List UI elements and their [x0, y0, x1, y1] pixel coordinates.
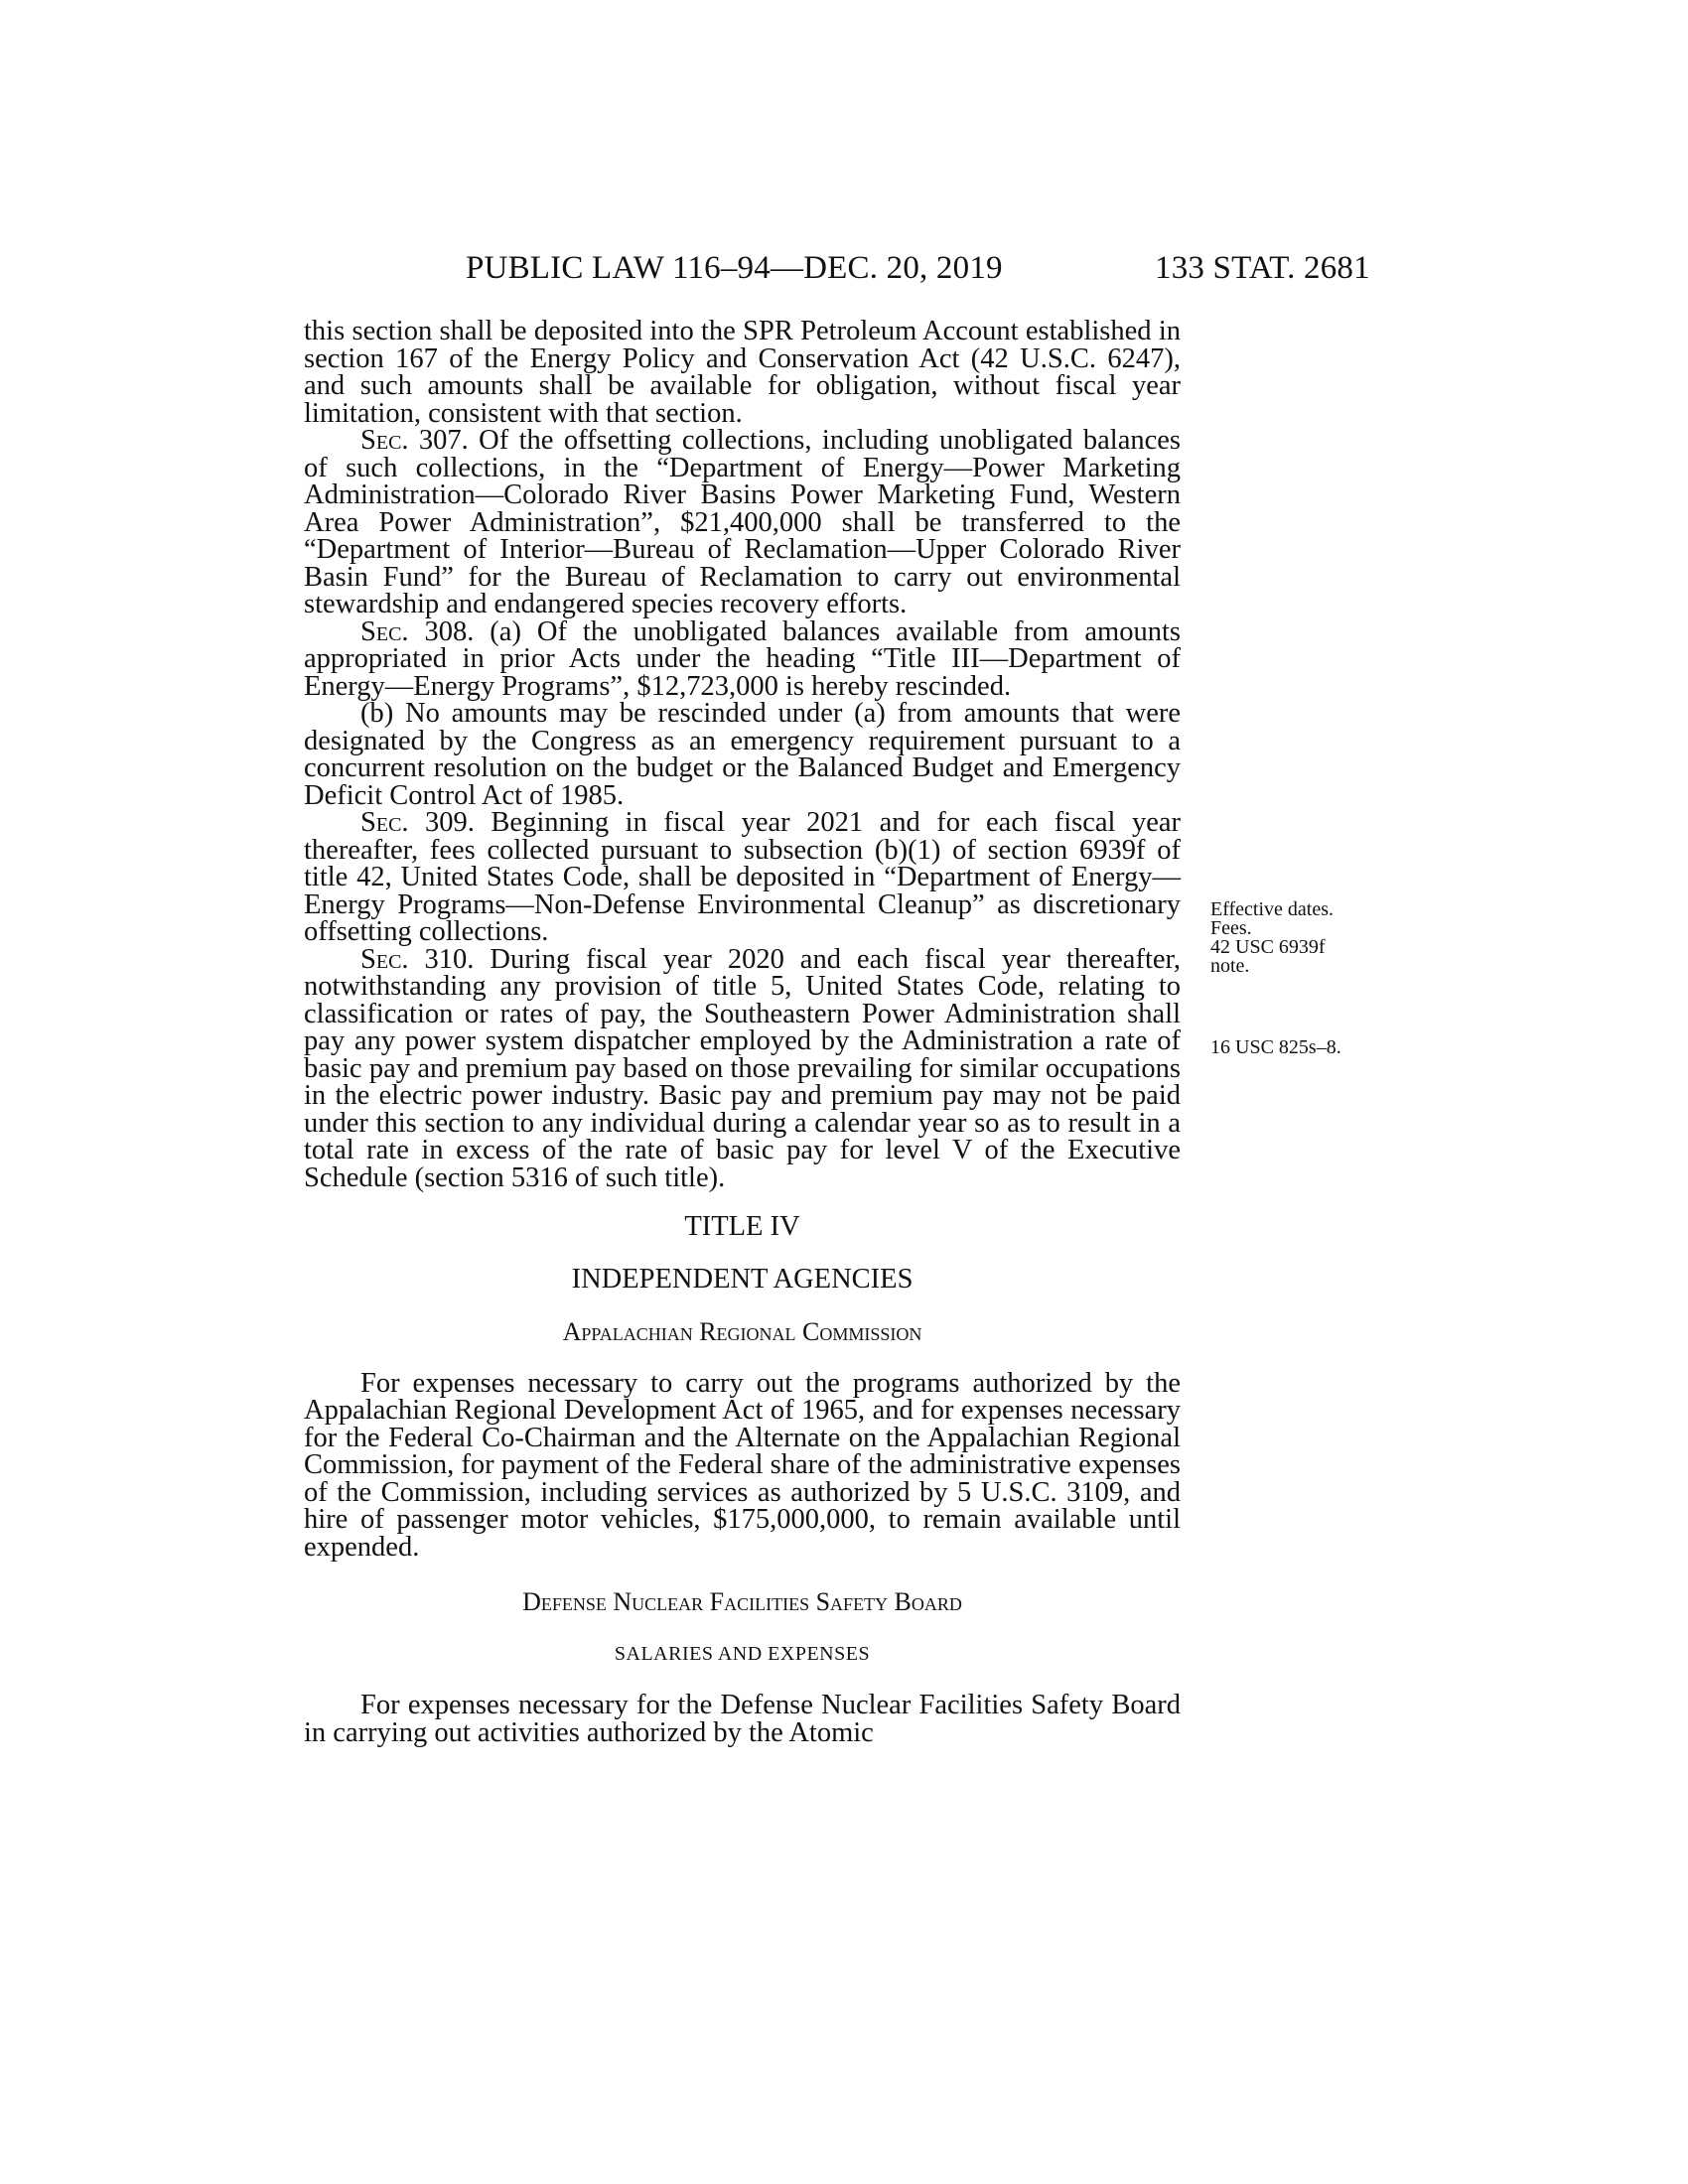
paragraph-sec310: [304, 943, 1181, 1193]
section-label-308: Sec. 308.: [360, 615, 475, 647]
margin-note-line: Fees.: [1210, 917, 1252, 939]
margin-note-sec309: [1210, 900, 1334, 976]
title-iv-heading: TITLE IV: [684, 1211, 800, 1242]
appalachian-regional-commission-heading: Appalachian Regional Commission: [562, 1317, 922, 1346]
section-text-307: Of the offsetting collections, including unobligated balances of such collections, in the “Department of Energy—Power Marketing Administration—Colorado River Basins Power Marketing Fund, Western Area Power Administration”, $21,400,000 shall be transferred to the “Department of Interior—Bureau of Reclamation—Upper Colorado River Basin Fund” for the Bureau of Reclamation to carry out environmental stewardship and endangered species recovery efforts.: [304, 425, 1181, 619]
margin-note-line: note.: [1210, 955, 1250, 977]
body-text: [304, 318, 1181, 1746]
paragraph-dnfsb: For expenses necessary for the Defense Nuclear Facilities Safety Board in carrying out activities authorized by the Atomic: [304, 1690, 1181, 1748]
margin-note-line: 16 USC 825s–8.: [1210, 1036, 1341, 1058]
section-text-310: During fiscal year 2020 and each fiscal year thereafter, notwithstanding any provision of title 5, United States Code, relating to classification or rates of pay, the Southeastern Power Administration shall pay any power system dispatcher employed by the Administration a rate of basic pay and premium pay based on those prevailing for similar occupations in the electric power industry. Basic pay and premium pay may not be paid under this section to any individual during a calendar year so as to result in a total rate in excess of the rate of basic pay for level V of the Executive Schedule (section 5316 of such title).: [304, 943, 1181, 1193]
paragraph-sec309: [304, 809, 1181, 946]
statute-page-number: 133 STAT. 2681: [1155, 250, 1370, 286]
paragraph-sec308a: [304, 615, 1181, 702]
running-head: [0, 248, 1688, 288]
margin-note-sec310: [1210, 1038, 1341, 1057]
paragraph-arc: For expenses necessary to carry out the programs authorized by the Appalachian Regional Development Act of 1965, and for expenses necessary for the Federal Co-Chairman and the Alternate on the Appalachian Regional Commission, for payment of the Federal share of the administrative expenses of the Commission, including services as authorized by 5 U.S.C. 3109, and hire of passenger motor vehicles, $175,000,000, to remain available until expended.: [304, 1367, 1181, 1563]
salaries-and-expenses-heading: SALARIES AND EXPENSES: [614, 1642, 871, 1665]
section-label-309: Sec. 309.: [360, 807, 475, 838]
paragraph-sec307: [304, 427, 1181, 618]
margin-note-line: 42 USC 6939f: [1210, 936, 1326, 958]
section-label-307: Sec. 307.: [360, 425, 469, 456]
margin-note-line: Effective dates.: [1210, 898, 1335, 920]
section-text-309: Beginning in fiscal year 2021 and for each fiscal year thereafter, fees collected pursuant to subsection (b)(1) of section 6939f of title 42, United States Code, shall be deposited in “Department of Energy—Energy Programs—Non-Defense Environmental Cleanup” as discretionary offsetting collections.: [304, 807, 1181, 947]
section-text-308a: (a) Of the unobligated balances available from amounts appropriated in prior Acts under the heading “Title III—Department of Energy—Energy Programs”, $12,723,000 is hereby rescinded.: [304, 615, 1181, 702]
paragraph-sec306-continuation: this section shall be deposited into the SPR Petroleum Account established in section 167 of the Energy Policy and Conservation Act (42 U.S.C. 6247), and such amounts shall be available for obligation, without fiscal year limitation, consistent with that section.: [304, 316, 1181, 429]
independent-agencies-heading: INDEPENDENT AGENCIES: [571, 1263, 914, 1295]
defense-nuclear-facilities-heading: Defense Nuclear Facilities Safety Board: [522, 1587, 962, 1616]
section-label-310: Sec. 310.: [360, 943, 475, 975]
paragraph-sec308b: (b) No amounts may be rescinded under (a) from amounts that were designated by the Congress as an emergency requirement pursuant to a concurrent resolution on the budget or the Balanced Budget and Emergency Deficit Control Act of 1985.: [304, 698, 1181, 811]
law-citation: PUBLIC LAW 116–94—DEC. 20, 2019: [466, 250, 1003, 286]
